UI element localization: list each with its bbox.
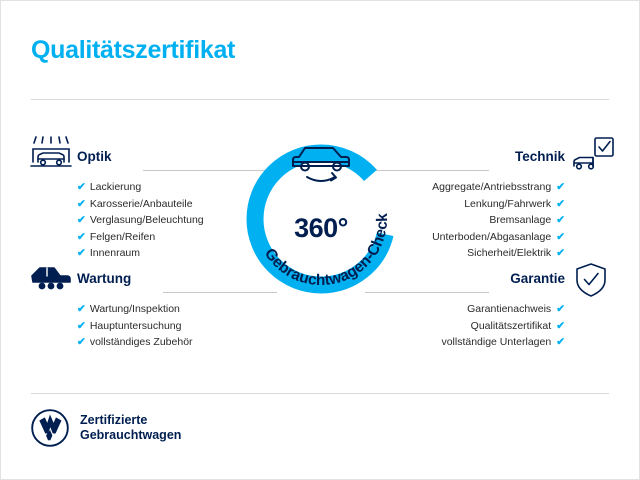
check-icon: ✔: [77, 336, 86, 348]
vw-logo: [31, 409, 69, 447]
list-item-label: vollständige Unterlagen: [441, 336, 552, 348]
car-checklist-icon: [571, 136, 617, 181]
check-icon: ✔: [556, 247, 565, 259]
section-heading-technik-label: Technik: [514, 149, 565, 164]
check-icon: ✔: [556, 336, 565, 348]
check-icon: ✔: [77, 303, 86, 315]
badge-ring-label: Gebrauchtwagen-Check: [260, 212, 392, 290]
check-icon: ✔: [77, 247, 86, 259]
section-heading-wartung-label: Wartung: [77, 271, 132, 286]
list-item-label: Innenraum: [89, 247, 141, 259]
list-item: [365, 334, 565, 351]
list-item-label: Unterboden/Abgasanlage: [432, 230, 552, 243]
section-heading-optik-label: Optik: [77, 149, 112, 164]
list-item-label: Felgen/Reifen: [89, 230, 156, 243]
list-item-label: Qualitätszertifikat: [470, 319, 552, 332]
list-item: [77, 334, 277, 351]
check-icon: ✔: [77, 319, 86, 332]
list-item-label: Karosserie/Anbauteile: [89, 197, 193, 210]
header-divider: [31, 99, 609, 100]
check-icon: ✔: [77, 197, 86, 210]
list-item-label: Lackierung: [89, 181, 142, 193]
check-icon: ✔: [556, 230, 565, 243]
shield-check-icon: [574, 262, 608, 305]
check-icon: ✔: [556, 197, 565, 210]
360-check-badge: [229, 127, 413, 311]
check-icon: ✔: [556, 319, 565, 332]
footer-divider: [31, 393, 609, 394]
list-item-label: vollständiges Zubehör: [89, 336, 193, 348]
list-item-label: Aggregate/Antriebsstrang: [432, 181, 552, 193]
car-lift-icon: [27, 260, 75, 301]
list-item-label: Verglasung/Beleuchtung: [89, 214, 204, 226]
page-title: Qualitätszertifikat: [31, 36, 236, 64]
check-icon: ✔: [556, 181, 565, 193]
list-item: [365, 318, 565, 335]
check-icon: ✔: [556, 303, 565, 315]
list-item-label: Hauptuntersuchung: [89, 319, 182, 332]
list-item-label: Sicherheit/Elektrik: [467, 247, 552, 259]
list-item-label: Wartung/Inspektion: [89, 303, 180, 315]
list-item-label: Lenkung/Fahrwerk: [464, 197, 552, 210]
list-item-label: Bremsanlage: [489, 214, 552, 226]
list-item: [77, 318, 277, 335]
footer-branding: [31, 409, 181, 447]
check-icon: ✔: [556, 214, 565, 226]
badge-center-label: 360°: [294, 213, 348, 243]
car-wash-icon: [29, 136, 73, 181]
footer-line-2: Gebrauchtwagen: [80, 428, 182, 442]
check-icon: ✔: [77, 214, 86, 226]
footer-text: [80, 413, 181, 444]
list-item-label: Garantienachweis: [467, 303, 552, 315]
check-icon: ✔: [77, 181, 86, 193]
check-icon: ✔: [77, 230, 86, 243]
footer-line-1: Zertifizierte: [80, 412, 148, 427]
section-heading-garantie-label: Garantie: [510, 271, 565, 286]
